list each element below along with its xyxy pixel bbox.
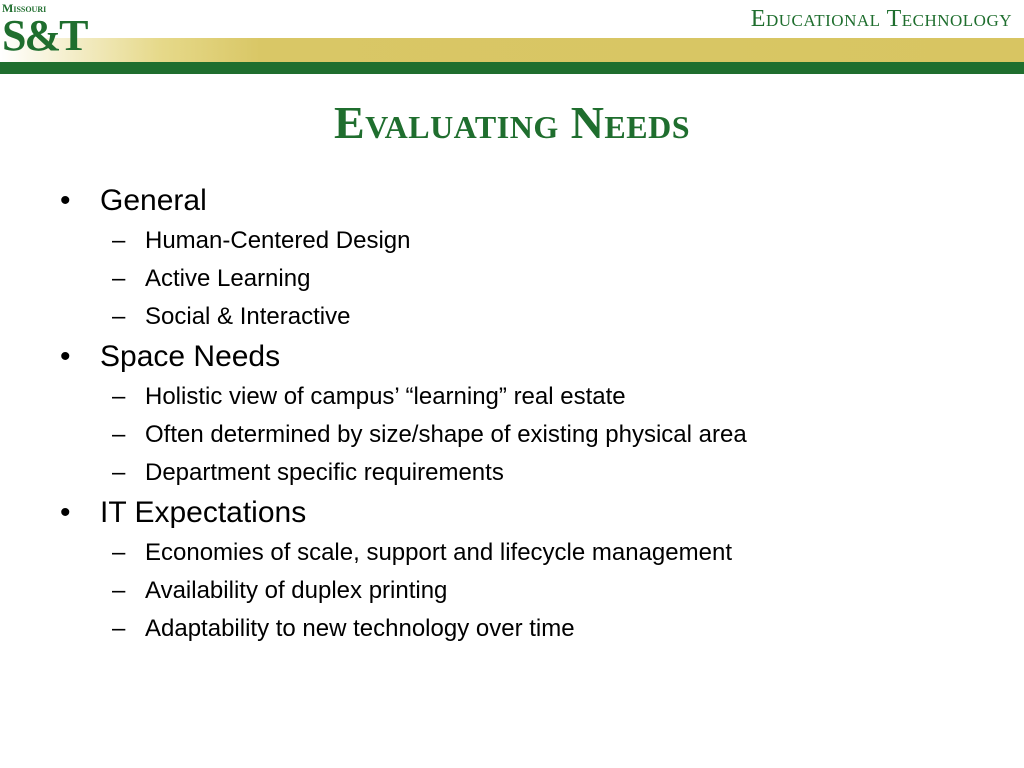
sub-bullet-item xyxy=(58,222,998,260)
dash-icon: – xyxy=(112,615,126,642)
bullet-label: IT Expectations xyxy=(100,496,307,529)
sub-bullet-label: Active Learning xyxy=(145,265,311,292)
sub-bullet-label: Holistic view of campus’ “learning” real estate xyxy=(145,383,626,410)
sub-bullet-label: Social & Interactive xyxy=(145,303,351,330)
dash-icon: – xyxy=(112,539,126,566)
bullet-label: General xyxy=(100,184,207,217)
sub-bullet-item xyxy=(58,534,998,572)
slide-title: Evaluating Needs xyxy=(333,97,691,148)
green-stripe xyxy=(0,62,1024,74)
sub-bullet-label: Economies of scale, support and lifecycle management xyxy=(145,539,732,566)
sub-bullet-item xyxy=(58,378,998,416)
dash-icon: – xyxy=(112,459,126,486)
logo-st-text: S&T xyxy=(2,11,87,60)
sub-bullet-label: Adaptability to new technology over time xyxy=(145,615,575,642)
sub-bullet-item xyxy=(58,298,998,336)
bullet-group-space-needs xyxy=(58,338,998,492)
dash-icon: – xyxy=(112,421,126,448)
header-banner xyxy=(0,0,1024,74)
bullet-icon: • xyxy=(60,184,71,217)
bullet-group-it-expectations xyxy=(58,494,998,648)
university-logo xyxy=(2,1,87,62)
sub-bullet-item xyxy=(58,572,998,610)
dash-icon: – xyxy=(112,227,126,254)
dash-icon: – xyxy=(112,577,126,604)
bullet-icon: • xyxy=(60,340,71,373)
sub-bullet-item xyxy=(58,260,998,298)
sub-bullet-label: Often determined by size/shape of existing physical area xyxy=(145,421,747,448)
bullet-list xyxy=(58,182,998,650)
sub-bullet-label: Human-Centered Design xyxy=(145,227,411,254)
bullet-label: Space Needs xyxy=(100,340,281,373)
bullet-item xyxy=(58,494,998,532)
sub-bullet-label: Availability of duplex printing xyxy=(145,577,448,604)
sub-bullet-item xyxy=(58,454,998,492)
department-title: Educational Technology xyxy=(750,6,1012,32)
logo-missouri-text: Missouri xyxy=(2,1,47,15)
sub-bullet-item xyxy=(58,610,998,648)
dash-icon: – xyxy=(112,383,126,410)
gold-stripe xyxy=(0,38,1024,62)
bullet-icon: • xyxy=(60,496,71,529)
dash-icon: – xyxy=(112,265,126,292)
dash-icon: – xyxy=(112,303,126,330)
bullet-item xyxy=(58,338,998,376)
sub-bullet-item xyxy=(58,416,998,454)
sub-bullet-label: Department specific requirements xyxy=(145,459,504,486)
bullet-item xyxy=(58,182,998,220)
bullet-group-general xyxy=(58,182,998,336)
